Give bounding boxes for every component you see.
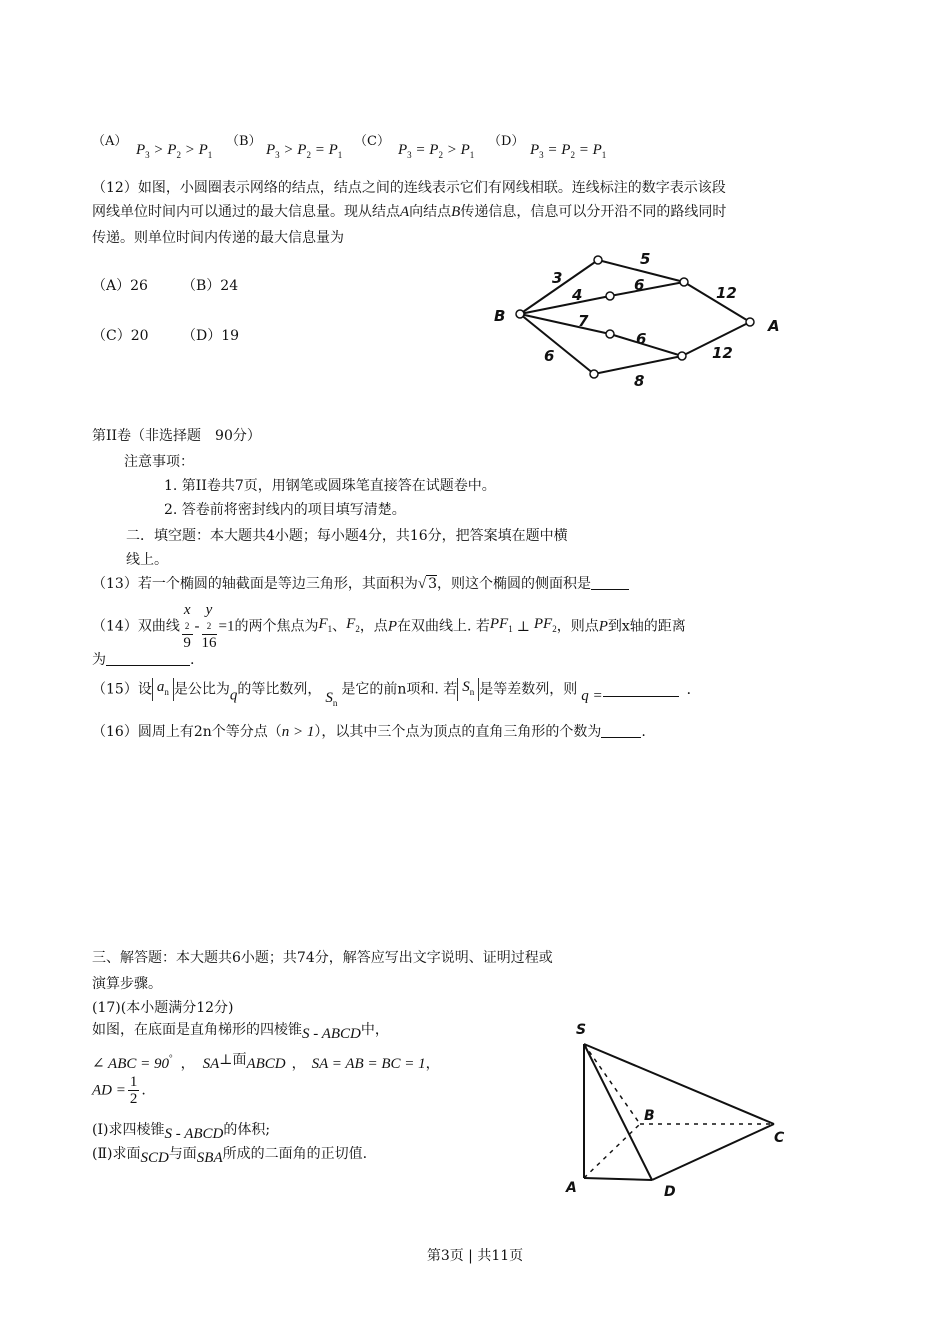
q17-part-2-text-b: 与面 — [168, 1146, 197, 1162]
q17-part-1-text-a: (Ⅰ)求四棱锥 — [92, 1122, 165, 1138]
q11-option-c-label: （C） — [354, 134, 390, 149]
q11-option-b-label: （B） — [226, 134, 262, 149]
period: . — [141, 1082, 146, 1099]
equals-one: =1 — [218, 618, 235, 635]
q14 — [92, 602, 686, 651]
q17-part-2-text-c: 所成的二面角的正切值. — [222, 1146, 368, 1162]
sqrt-expression: √ 3 — [417, 576, 437, 592]
part2-item-1: 1. 第II卷共7页，用钢笔或圆珠笔直接答在试题卷中。 — [164, 478, 496, 494]
graph-node — [606, 292, 614, 300]
q12-option-a: （A）26 — [92, 278, 148, 294]
var-x: x — [183, 602, 191, 618]
edge-weight: 3 — [552, 269, 563, 287]
pyramid-figure — [560, 1018, 800, 1200]
q14-answer-blank[interactable] — [106, 651, 190, 666]
q15-answer-blank[interactable] — [603, 682, 679, 697]
q17-part-1-text-b: 的体积; — [223, 1122, 271, 1138]
comma-2: ， — [291, 1056, 306, 1072]
q12-line-3: 传递。则单位时间内传递的最大信息量为 — [92, 230, 344, 246]
graph-node — [606, 330, 614, 338]
fraction-one-half — [128, 1074, 140, 1107]
q13-text-a: （13）若一个椭圆的轴截面是等边三角形，其面积为 — [92, 576, 418, 592]
vertex-label-a: A — [566, 1180, 577, 1196]
edge-weight: 8 — [634, 372, 645, 390]
an-letter: a — [156, 679, 165, 695]
segment-pf1: $PF_1$ — [489, 616, 513, 634]
focus-f1: $F_1$ — [318, 616, 333, 634]
equalities: SA = AB = BC = 1 — [311, 1056, 426, 1072]
f1-letter: F — [318, 616, 328, 632]
comma-3: ， — [425, 1056, 440, 1072]
edge-weight: 6 — [634, 276, 645, 294]
fill-section-title-2: 线上。 — [126, 552, 168, 568]
part2-notice: 注意事项： — [124, 454, 194, 470]
q16-answer-blank[interactable] — [601, 723, 641, 738]
graph-node-b — [516, 310, 524, 318]
half-denominator: 2 — [129, 1091, 138, 1107]
q17-line-1-end: 中， — [360, 1022, 389, 1038]
fraction-x2-over-9: x 2 9 — [183, 602, 191, 651]
q12-option-b: （B）24 — [182, 278, 239, 294]
sum-sn: $S_n$ — [325, 689, 338, 708]
q11-option-d-expr: $P_3 = P_2 = P_1$ — [530, 142, 607, 160]
q12-node-b: B — [451, 204, 461, 220]
edge-weight: 12 — [712, 344, 733, 362]
q14-text-b: 的两个焦点为 — [234, 618, 319, 635]
f2-letter: F — [346, 616, 356, 632]
perp-face: ⊥面 — [219, 1052, 247, 1068]
part3-title-2: 演算步骤。 — [92, 976, 162, 992]
pf2-letters: PF — [533, 616, 553, 632]
q16-text-a: （16）圆周上有2n个等分点（ — [92, 724, 282, 740]
sn-letter: S — [325, 689, 333, 706]
edge-weight: 5 — [640, 250, 651, 268]
focus-f2: $F_2$ — [346, 616, 360, 634]
comma-1: ， — [180, 1056, 195, 1072]
q16-condition: n > 1 — [281, 724, 315, 740]
q14-text-c: ，点 — [359, 618, 388, 635]
point-p-2: P — [598, 618, 608, 635]
q14-line-2: 为 . — [92, 652, 195, 668]
sequence-an: $a_n$ — [152, 678, 174, 701]
q16: （16）圆周上有2n个等分点（n > 1），以其中三个点为顶点的直角三角形的个数为 . — [92, 724, 646, 740]
edge-weight: 4 — [572, 286, 583, 304]
q17-head: (17)(本小题满分12分) — [92, 1000, 234, 1016]
angle-text: ∠ ABC = 90 — [92, 1056, 169, 1072]
edge-weight: 12 — [716, 284, 737, 302]
face-sba: SBA — [196, 1150, 223, 1166]
q12-line-2-part-a: 网线单位时间内可以通过的最大信息量。现从结点 — [92, 204, 400, 220]
vertex-label-b: B — [644, 1108, 655, 1124]
q17-part-2-text-a: (Ⅱ)求面 — [92, 1146, 141, 1162]
q15-text-c: 的等比数列， — [237, 681, 322, 698]
q12-line-2 — [92, 202, 726, 222]
graph-label-b: B — [494, 307, 506, 325]
edge-weight: 6 — [544, 347, 555, 365]
q14-text-e: ，则点 — [556, 618, 599, 635]
fraction-y2-over-16: y 2 16 — [201, 602, 217, 651]
q15-text-b: 是公比为 — [173, 681, 230, 698]
q11-option-c-expr: $P_3 = P_2 > P_1$ — [398, 142, 475, 160]
vertex-label-d: D — [664, 1184, 676, 1200]
q11-option-b-expr: $P_3 > P_2 = P_1$ — [266, 142, 343, 160]
pf1-letters: PF — [489, 616, 509, 632]
separator: 、 — [332, 618, 347, 635]
fill-section-title-1: 二．填空题：本大题共4小题；每小题4分，共16分，把答案填在题中横 — [126, 528, 568, 544]
q12-node-a: A — [400, 204, 410, 220]
var-y: y — [205, 602, 213, 618]
vertex-label-s: S — [576, 1022, 587, 1038]
q14-line-2-text: 为 — [92, 652, 106, 668]
face-abcd: ABCD — [246, 1056, 286, 1072]
q15 — [92, 678, 701, 714]
ad-equals: AD = — [92, 1082, 126, 1099]
part3-title-1: 三、解答题：本大题共6小题；共74分，解答应写出文字说明、证明过程或 — [92, 950, 553, 966]
vertex-label-c: C — [774, 1130, 785, 1146]
face-scd: SCD — [140, 1150, 169, 1166]
part2-title: 第II卷（非选择题 90分） — [92, 428, 261, 444]
q17-line-3 — [92, 1074, 146, 1116]
q12-option-c: （C）20 — [92, 328, 149, 344]
q11-option-a-label: （A） — [92, 134, 128, 149]
degree-sign: ° — [169, 1053, 173, 1063]
graph-node — [590, 370, 598, 378]
q14-text-a: （14）双曲线 — [92, 618, 180, 635]
segment-pf2: $PF_2$ — [533, 616, 557, 634]
q14-text-f: 到x轴的距离 — [607, 618, 686, 635]
graph-node — [678, 352, 686, 360]
sa-segment: SA — [202, 1056, 220, 1072]
q11-options-row — [92, 130, 652, 162]
ratio-q: q — [229, 687, 238, 704]
minus-sign: - — [194, 618, 200, 635]
q13 — [92, 574, 629, 594]
q12-option-d: （D）19 — [182, 328, 240, 344]
perp-sign: ⊥ — [516, 618, 530, 635]
edge-weight: 6 — [636, 330, 647, 348]
den-16: 16 — [201, 635, 217, 651]
q12-line-2-part-b: 向结点 — [409, 204, 452, 220]
q11-option-a-expr: $P_3 > P_2 > P_1$ — [136, 142, 213, 160]
angle-abc — [92, 1053, 173, 1072]
q15-text-e: 是等差数列，则 — [479, 681, 578, 698]
graph-node-a — [746, 318, 754, 326]
q17-line-2 — [92, 1048, 440, 1074]
network-graph — [490, 248, 790, 398]
page-footer: 第3页 | 共11页 — [426, 1248, 524, 1264]
part2-item-2: 2. 答卷前将密封线内的项目填写清楚。 — [164, 502, 406, 518]
sn-letter-2: S — [462, 679, 470, 695]
half-numerator: 1 — [129, 1074, 138, 1090]
pyramid-name-2: S - ABCD — [164, 1126, 224, 1142]
q17-line-1-text: 如图，在底面是直角梯形的四棱锥 — [92, 1022, 302, 1038]
pyramid-name: S - ABCD — [302, 1026, 361, 1042]
q15-end: ． — [686, 681, 701, 698]
q12-line-1: （12）如图，小圆圈表示网络的结点，结点之间的连线表示它们有网线相联。连线标注的数字表示该段 — [92, 180, 726, 196]
q17-part-1 — [92, 1120, 270, 1144]
q15-text-d: 是它的前n项和. 若 — [341, 681, 458, 698]
graph-label-a: A — [768, 317, 780, 335]
q17-line-1 — [92, 1020, 389, 1044]
q13-answer-blank[interactable] — [591, 575, 629, 590]
den-9: 9 — [183, 635, 191, 651]
point-p: P — [387, 618, 397, 635]
q14-text-d: 在双曲线上. 若 — [396, 618, 490, 635]
q-equals: q = — [581, 687, 603, 704]
graph-node — [594, 256, 602, 264]
q12-line-2-part-c: 传递信息，信息可以分开沿不同的路线同时 — [460, 204, 727, 220]
sequence-sn: $S_n$ — [457, 678, 479, 701]
q17-part-2 — [92, 1144, 367, 1168]
edge-weight: 7 — [578, 312, 589, 330]
graph-node — [680, 278, 688, 286]
q15-text-a: （15）设 — [92, 681, 152, 698]
sqrt-value: 3 — [428, 576, 437, 592]
q16-text-b: ），以其中三个点为顶点的直角三角形的个数为 — [314, 724, 602, 740]
q11-option-d-label: （D） — [488, 134, 525, 149]
q13-text-b: ，则这个椭圆的侧面积是 — [436, 576, 591, 592]
